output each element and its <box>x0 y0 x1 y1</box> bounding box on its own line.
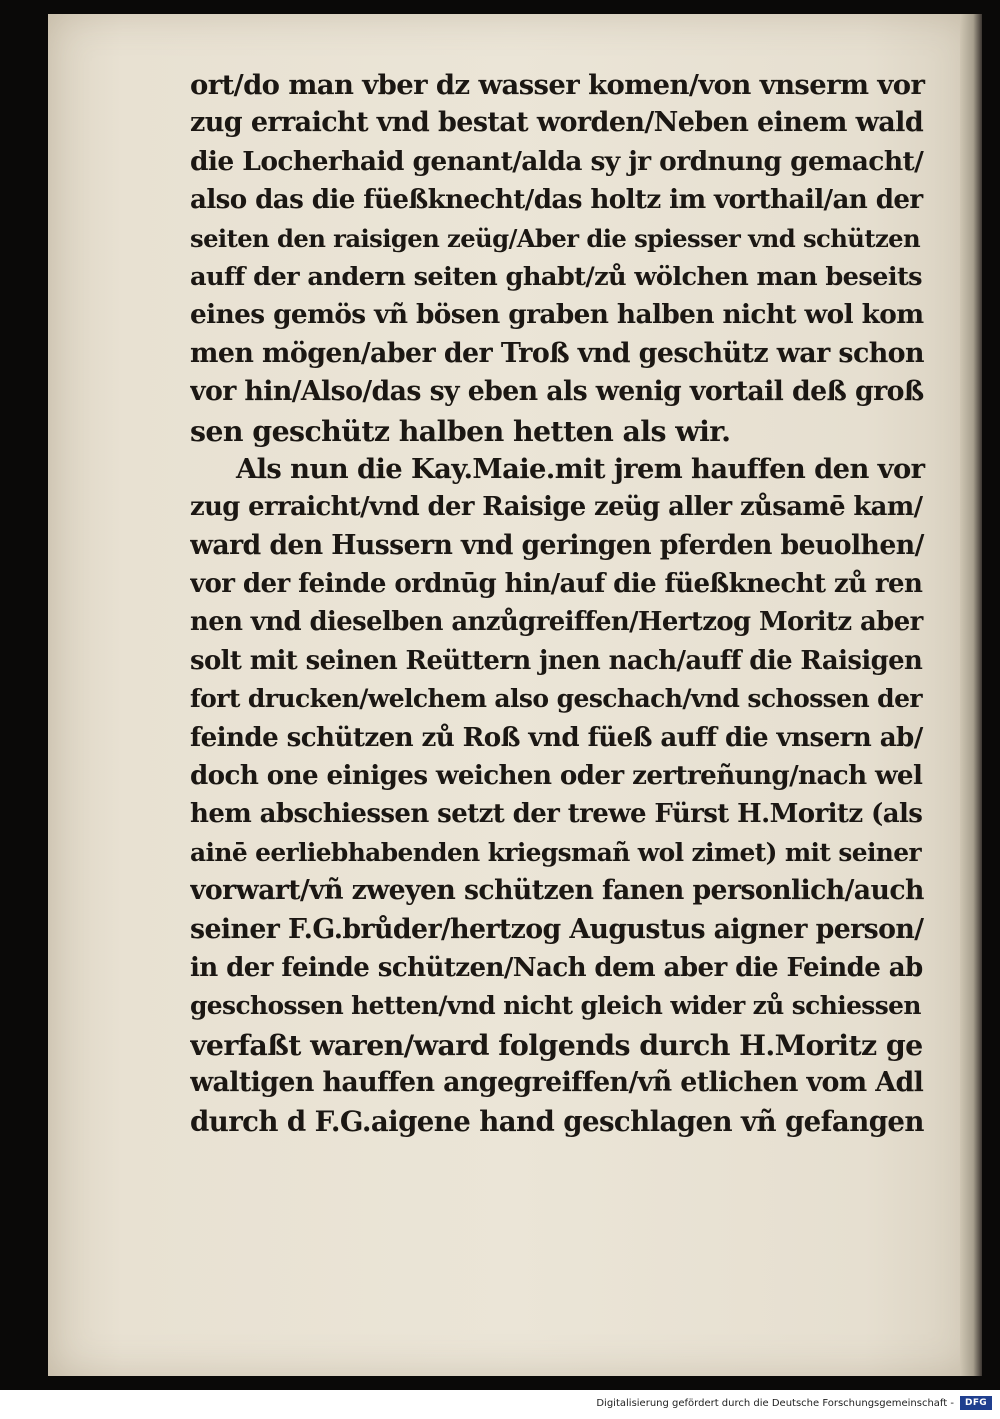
text-line: solt mit seinen Reüttern jnen nach/auff die Raisigen <box>190 645 923 676</box>
text-line: geschossen hetten/vnd nicht gleich wider zů schiessen <box>190 991 921 1021</box>
text-line: doch one einiges weichen oder zertreñung/nach wel <box>190 760 923 792</box>
text-line: sen geschütz halben hetten als wir. <box>190 413 731 448</box>
text-line: men mögen/aber der Troß vnd geschütz war schon <box>190 337 924 369</box>
dfg-logo-icon: DFG <box>960 1396 992 1410</box>
text-line: Als nun die Kay.Maie.mit jrem hauffen den vor <box>236 452 925 485</box>
text-line: seiten den raisigen zeüg/Aber die spiesser vnd schützen <box>190 223 921 253</box>
text-line: ort/do man vber dz wasser komen/von vnserm vor <box>190 69 925 101</box>
text-line: die Locherhaid genant/alda sy jr ordnung gemacht/ <box>190 145 924 177</box>
text-line: feinde schützen zů Roß vnd füeß auff die vnsern ab/ <box>190 721 923 753</box>
footer-bar <box>0 1390 1000 1419</box>
page-gutter-edge <box>960 14 982 1376</box>
text-line: eines gemös vñ bösen graben halben nicht wol kom <box>190 299 924 331</box>
text-line: vor der feinde ordnūg hin/auf die füeßknecht zů ren <box>190 569 923 600</box>
text-line: also das die füeßknecht/das holtz im vorthail/an der <box>190 184 923 216</box>
text-line: in der feinde schützen/Nach dem aber die Feinde ab <box>190 952 923 983</box>
text-line: verfaßt waren/ward folgends durch H.Moritz ge <box>190 1027 923 1062</box>
text-line: vorwart/vñ zweyen schützen fanen personlich/auch <box>190 875 924 907</box>
digitization-credit: Digitalisierung gefördert durch die Deutsche Forschungsgemeinschaft - <box>596 1398 954 1409</box>
text-line: seiner F.G.brůder/hertzog Augustus aigner person/ <box>190 913 924 945</box>
text-line: hem abschiessen setzt der trewe Fürst H.Moritz (als <box>190 799 923 830</box>
text-line: vor hin/Also/das sy eben als wenig vortail deß groß <box>190 376 924 408</box>
text-line: ainē eerliebhabenden kriegsmañ wol zimet) mit seiner <box>190 837 921 867</box>
text-line: auff der andern seiten ghabt/zů wölchen man beseits <box>190 261 923 292</box>
text-line: ward den Hussern vnd geringen pferden beuolhen/ <box>190 529 924 561</box>
text-line: zug erraicht vnd bestat worden/Neben einem wald <box>190 107 924 139</box>
text-line: fort drucken/welchem also geschach/vnd schossen der <box>190 684 922 714</box>
text-line: nen vnd dieselben anzůgreiffen/Hertzog Moritz aber <box>190 607 923 638</box>
text-line: waltigen hauffen angegreiffen/vñ etlichen vom Adl <box>190 1067 924 1099</box>
text-line: durch d F.G.aigene hand geschlagen vñ gefangen <box>190 1104 924 1138</box>
page-text-block <box>190 66 940 1141</box>
text-line: zug erraicht/vnd der Raisige zeüg aller zůsamē kam/ <box>190 492 923 523</box>
